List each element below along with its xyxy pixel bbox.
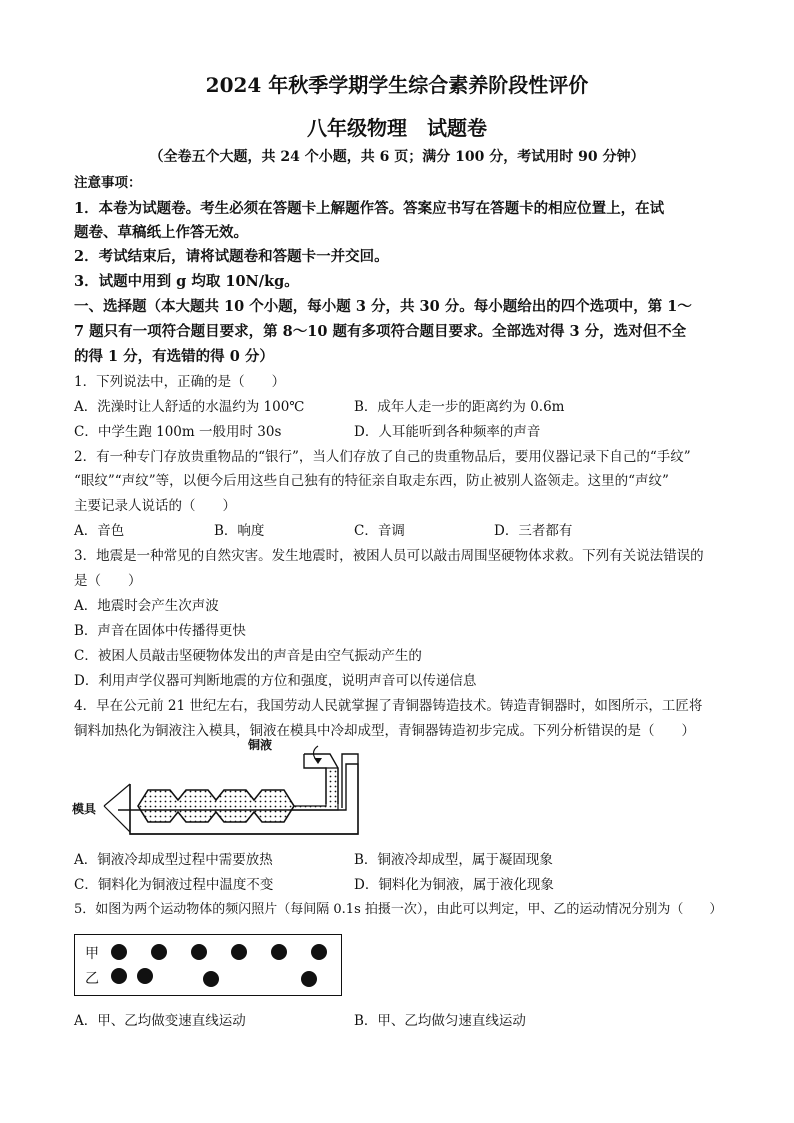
jia-position-1 [111, 944, 127, 960]
question-1-stem: 1．下列说法中，正确的是（ ） [74, 374, 286, 390]
question-5-option-b: B．甲、乙均做匀速直线运动 [354, 1013, 526, 1029]
casting-mold-diagram [68, 744, 368, 844]
question-1-option-b: B．成年人走一步的距离约为 0.6m [354, 399, 565, 415]
section-1-line-2: 7 题只有一项符合题目要求，第 8～10 题有多项符合题目要求。全部选对得 3 分，选对但不全 [74, 323, 687, 340]
label-copper-liquid: 铜液 [248, 738, 273, 752]
question-3-line-2: 是（ ） [74, 573, 142, 589]
question-2-option-a: A．音色 [74, 523, 125, 539]
exam-subtitle: 八年级物理 试题卷 [307, 116, 487, 140]
question-5-stem: 5．如图为两个运动物体的频闪照片（每间隔 0.1s 拍摄一次），由此可以判定，甲、乙的运动情况分别为（ ） [74, 902, 723, 917]
question-2-option-b: B．响度 [214, 523, 265, 539]
section-1-line-3: 的得 1 分，有选错的得 0 分） [74, 348, 274, 365]
notice-item-1-line-1: 1．本卷为试题卷。考生必须在答题卡上解题作答。答案应书写在答题卡的相应位置上，在试 [74, 200, 665, 217]
question-4-option-b: B．铜液冷却成型，属于凝固现象 [354, 852, 553, 868]
question-3-option-d: D．利用声学仪器可判断地震的方位和强度，说明声音可以传递信息 [74, 673, 477, 689]
question-3-option-b: B．声音在固体中传播得更快 [74, 623, 246, 639]
jia-position-4 [231, 944, 247, 960]
yi-position-2 [137, 968, 153, 984]
jia-position-3 [191, 944, 207, 960]
question-4-line-1: 4．早在公元前 21 世纪左右，我国劳动人民就掌握了青铜器铸造技术。铸造青铜器时，如图所示，工匠将 [74, 698, 703, 714]
question-4-option-d: D．铜料化为铜液，属于液化现象 [354, 877, 554, 893]
question-2-option-c: C．音调 [354, 523, 405, 539]
yi-position-3 [203, 971, 219, 987]
question-3-option-a: A．地震时会产生次声波 [74, 598, 219, 614]
question-3-option-c: C．被困人员敲击坚硬物体发出的声音是由空气振动产生的 [74, 648, 422, 664]
exam-title: 2024 年秋季学期学生综合素养阶段性评价 [205, 73, 589, 97]
casting-mold-figure [68, 738, 368, 844]
question-2-line-3: 主要记录人说话的（ ） [74, 498, 236, 514]
question-3-line-1: 3．地震是一种常见的自然灾害。发生地震时，被困人员可以敲击周围坚硬物体求救。下列有关说法错误的 [74, 548, 704, 564]
exam-info: （全卷五个大题，共 24 个小题，共 6 页；满分 100 分，考试用时 90 分钟） [149, 149, 645, 165]
notice-item-1-line-2: 题卷、草稿纸上作答无效。 [74, 224, 248, 241]
notice-item-3: 3．试题中用到 g 均取 10N/kg。 [74, 273, 299, 290]
question-1-option-a: A．洗澡时让人舒适的水温约为 100℃ [74, 399, 305, 415]
question-2-line-2: “眼纹”“声纹”等，以便今后用这些自己独有的特征亲自取走东西，防止被别人盗领走。这里的“声纹” [74, 473, 669, 489]
question-4-line-2: 铜料加热化为铜液注入模具，铜液在模具中冷却成型，青铜器铸造初步完成。下列分析错误的是（ ） [74, 723, 695, 739]
label-object-jia: 甲 [85, 946, 99, 962]
question-2-option-d: D．三者都有 [494, 523, 573, 539]
question-1-option-c: C．中学生跑 100m 一般用时 30s [74, 424, 282, 440]
label-mold: 模具 [72, 802, 97, 816]
question-5-option-a: A．甲、乙均做变速直线运动 [74, 1013, 246, 1029]
yi-position-4 [301, 971, 317, 987]
yi-position-1 [111, 968, 127, 984]
label-object-yi: 乙 [85, 971, 99, 987]
jia-position-5 [271, 944, 287, 960]
strobe-photo-figure [74, 934, 342, 996]
notice-item-2: 2．考试结束后，请将试题卷和答题卡一并交回。 [74, 248, 389, 265]
question-4-option-a: A．铜液冷却成型过程中需要放热 [74, 852, 273, 868]
question-2-line-1: 2．有一种专门存放贵重物品的“银行”，当人们存放了自己的贵重物品后，要用仪器记录下自己的“手纹” [74, 449, 691, 465]
question-1-option-d: D．人耳能听到各种频率的声音 [354, 424, 541, 440]
notice-heading: 注意事项： [74, 175, 142, 191]
question-4-option-c: C．铜料化为铜液过程中温度不变 [74, 877, 274, 893]
section-1-line-1: 一、选择题（本大题共 10 个小题，每小题 3 分，共 30 分。每小题给出的四个选项中，第 1～ [74, 298, 692, 315]
jia-position-6 [311, 944, 327, 960]
jia-position-2 [151, 944, 167, 960]
